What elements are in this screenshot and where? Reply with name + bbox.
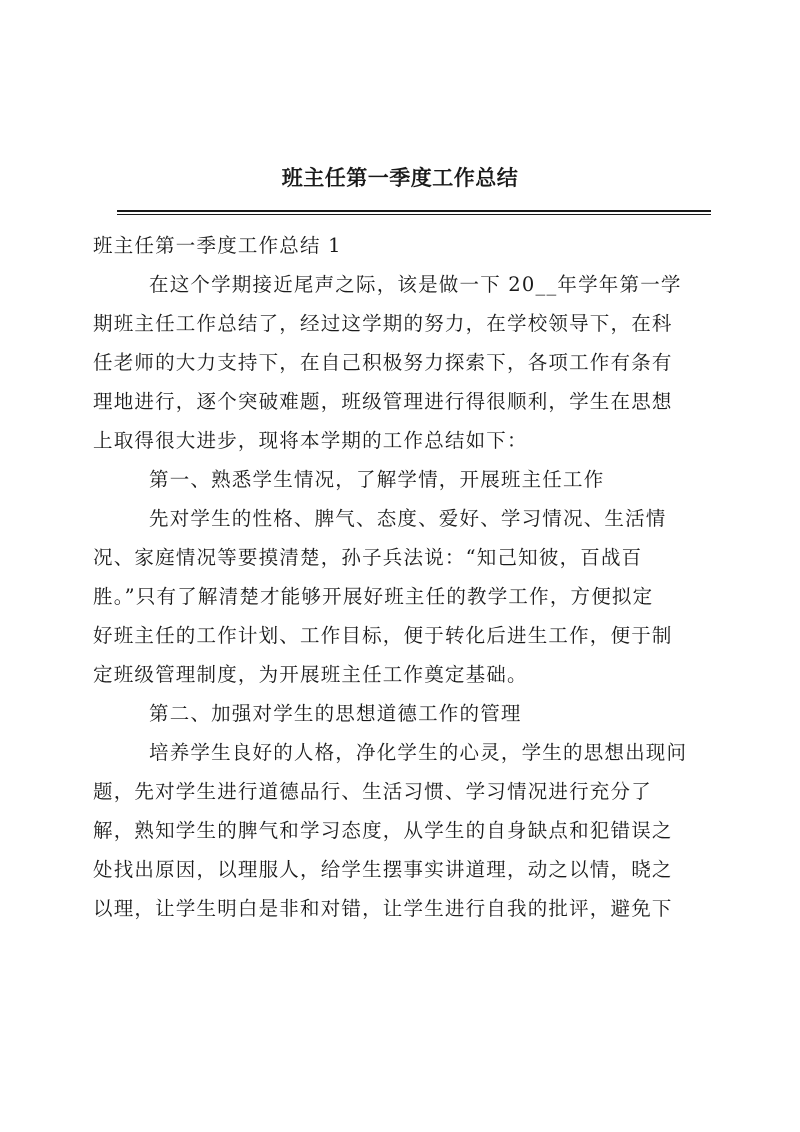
paragraph-line: 处找出原因，以理服人，给学生摆事实讲道理，动之以情，晓之 [93,858,673,881]
paragraph-line: 上取得很大进步，现将本学期的工作总结如下： [93,429,528,452]
paragraph-line: 先对学生的性格、脾气、态度、爱好、学习情况、生活情 [149,507,667,530]
paragraph-line: 以理，让学生明白是非和对错，让学生进行自我的批评，避免下 [93,897,673,920]
paragraph-intro [93,265,711,460]
subheading-first [93,460,711,499]
paragraph-line: 定班级管理制度，为开展班主任工作奠定基础。 [93,663,528,686]
subheading-second [93,694,711,733]
paragraph-line: 题，先对学生进行道德品行、生活习惯、学习情况进行充分了 [93,780,652,803]
title-rule-thick [117,210,711,212]
section-title [93,226,711,265]
document-body [93,226,711,928]
subheading-line: 第一、熟悉学生情况，了解学情，开展班主任工作 [149,468,605,491]
paragraph-line: 好班主任的工作计划、工作目标，便于转化后进生工作，便于制 [93,624,673,647]
paragraph-line: 期班主任工作总结了，经过这学期的努力，在学校领导下，在科 [93,312,673,335]
paragraph-line: 在这个学期接近尾声之际，该是做一下 20__年学年第一学 [149,273,682,296]
paragraph-line: 理地进行，逐个突破难题，班级管理进行得很顺利，学生在思想 [93,390,673,413]
paragraph-line: 培养学生良好的人格，净化学生的心灵，学生的思想出现问 [149,741,688,764]
paragraph-line: 胜。”只有了解清楚才能够开展好班主任的教学工作，方便拟定 [93,585,654,608]
document-title: 班主任第一季度工作总结 [281,165,519,190]
paragraph-line: 解，熟知学生的脾气和学习态度，从学生的自身缺点和犯错误之 [93,819,673,842]
paragraph-line: 况、家庭情况等要摸清楚，孙子兵法说：“知己知彼，百战百 [93,546,643,569]
paragraph-line: 任老师的大力支持下，在自己积极努力探索下，各项工作有条有 [93,351,673,374]
paragraph-second-body [93,733,711,928]
subheading-line: 第二、加强对学生的思想道德工作的管理 [149,702,522,725]
title-rule-thin [117,214,711,215]
section-title-text: 班主任第一季度工作总结 1 [93,234,342,257]
paragraph-first-body [93,499,711,694]
